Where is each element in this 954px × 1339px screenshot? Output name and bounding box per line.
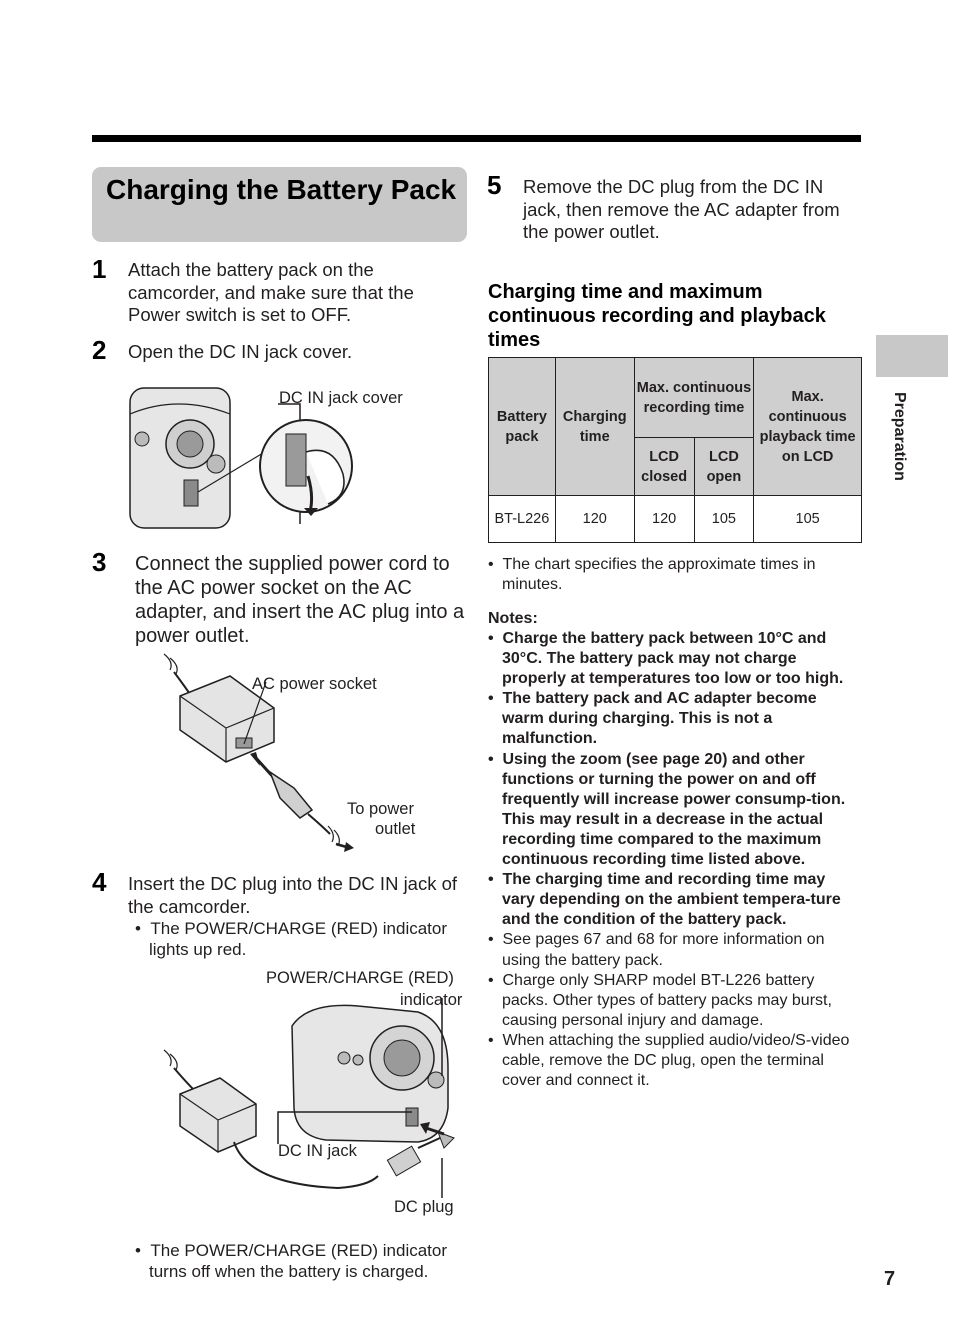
note-text: The battery pack and AC adapter become warm during charging. This is not a malfunction. [502, 690, 817, 748]
cell-lcd-open: 105 [694, 496, 754, 543]
cell-battery: BT-L226 [489, 496, 556, 543]
note-item: • See pages 67 and 68 for more information on using the battery pack. [488, 931, 825, 969]
side-tab-marker [876, 335, 948, 377]
note-item: • Charge the battery pack between 10°C and 30°C. The battery pack may not charge properly at temperatures too low or too high. [488, 630, 844, 688]
side-tab-label [884, 392, 914, 492]
note-item: • Charge only SHARP model BT-L226 battery packs. Other types of battery packs may burst, causing personal injury and damage. [488, 971, 832, 1029]
step-1-number: 1 [92, 254, 107, 284]
note-item: • When attaching the supplied audio/video/S-video cable, remove the DC plug, open the terminal cover and connect it. [488, 1031, 850, 1090]
note-text: When attaching the supplied audio/video/S-video cable, remove the DC plug, open the terminal cover and connect it. [502, 1031, 850, 1090]
step-2-text: Open the DC IN jack cover. [128, 341, 353, 362]
label-power-charge-line1: POWER/CHARGE (RED) [266, 969, 454, 987]
header-max-recording: Max. continuous recording time [634, 358, 754, 438]
step-4-bullet: • The POWER/CHARGE (RED) indicator lights up red. [135, 919, 448, 959]
top-rule [92, 135, 861, 142]
note-text: The charging time and recording time may vary depending on the ambient tempera-ture and the condition of the battery pack. [502, 871, 841, 929]
side-tab-text: Preparation [891, 392, 908, 481]
table-note: • The chart specifies the approximate times in minutes. [488, 556, 816, 594]
note-text: Using the zoom (see page 20) and other functions or turning the power on and off frequently will increase power consump-tion. This may result in a decrease in the actual recording time compared to the maximum continuous recording time listed above. [502, 750, 846, 869]
label-ac-power-socket: AC power socket [252, 675, 377, 693]
header-max-playback: Max. continuous playback time on LCD [754, 358, 862, 496]
note-item: • The charging time and recording time may vary depending on the ambient tempera-ture and the condition of the battery pack. [488, 871, 841, 929]
step-4-number: 4 [92, 867, 107, 897]
label-power-charge-line2: indicator [400, 991, 463, 1009]
step-5-number: 5 [487, 170, 502, 200]
cell-playback: 105 [754, 496, 862, 543]
label-to-power-outlet-line1: To power [347, 800, 414, 818]
label-dc-plug: DC plug [394, 1198, 454, 1216]
header-lcd-closed: LCD closed [634, 438, 694, 496]
label-to-power-outlet-line2: outlet [375, 820, 416, 838]
section-title: Charging the Battery Pack [106, 174, 457, 205]
header-lcd-open: LCD open [694, 438, 754, 496]
camcorder-dc-plug-illustration [158, 998, 478, 1202]
ac-adapter-illustration [160, 648, 360, 854]
camcorder-jack-cover-illustration [128, 384, 378, 534]
note-item: • The battery pack and AC adapter become warm during charging. This is not a malfunction. [488, 690, 817, 748]
header-charging-time: Charging time [555, 358, 634, 496]
page-number: 7 [884, 1268, 896, 1290]
charging-time-table [488, 357, 862, 543]
note-text: See pages 67 and 68 for more information on using the battery pack. [502, 931, 825, 969]
bottom-bullet-text: The POWER/CHARGE (RED) indicator turns off when the battery is charged. [149, 1241, 448, 1281]
note-text: Charge only SHARP model BT-L226 battery packs. Other types of battery packs may burst, causing personal injury and damage. [502, 971, 832, 1029]
notes-title: Notes: [488, 610, 538, 627]
label-dc-in-jack: DC IN jack [278, 1142, 357, 1160]
cell-charging: 120 [555, 496, 634, 543]
table-section-title: Charging time and maximum continuous recording and playback times [488, 281, 826, 351]
step-3-text: Connect the supplied power cord to the AC power socket on the AC adapter, and insert the AC plug into a power outlet. [135, 553, 465, 647]
step-2-number: 2 [92, 335, 107, 365]
header-battery-pack: Battery pack [489, 358, 556, 496]
step-5-text: Remove the DC plug from the DC IN jack, then remove the AC adapter from the power outlet. [523, 176, 840, 242]
step-4-text: Insert the DC plug into the DC IN jack of the camcorder. [128, 873, 458, 917]
step-3-number: 3 [92, 547, 107, 577]
note-item: • Using the zoom (see page 20) and other functions or turning the power on and off frequently will increase power consump-tion. This may result in a decrease in the actual recording time compared to the maximum continuous recording time listed above. [488, 750, 846, 869]
bottom-bullet: • The POWER/CHARGE (RED) indicator turns off when the battery is charged. [135, 1241, 448, 1281]
label-dc-in-jack-cover: DC IN jack cover [279, 389, 403, 407]
note-text: Charge the battery pack between 10°C and 30°C. The battery pack may not charge properly at temperatures too low or too high. [502, 630, 844, 688]
step-1-text: Attach the battery pack on the camcorder, and make sure that the Power switch is set to OFF. [128, 259, 414, 325]
notes-list [488, 629, 860, 1091]
step-4-bullet-text: The POWER/CHARGE (RED) indicator lights up red. [149, 919, 448, 959]
table-note-text: The chart specifies the approximate times in minutes. [502, 556, 816, 594]
cell-lcd-closed: 120 [634, 496, 694, 543]
